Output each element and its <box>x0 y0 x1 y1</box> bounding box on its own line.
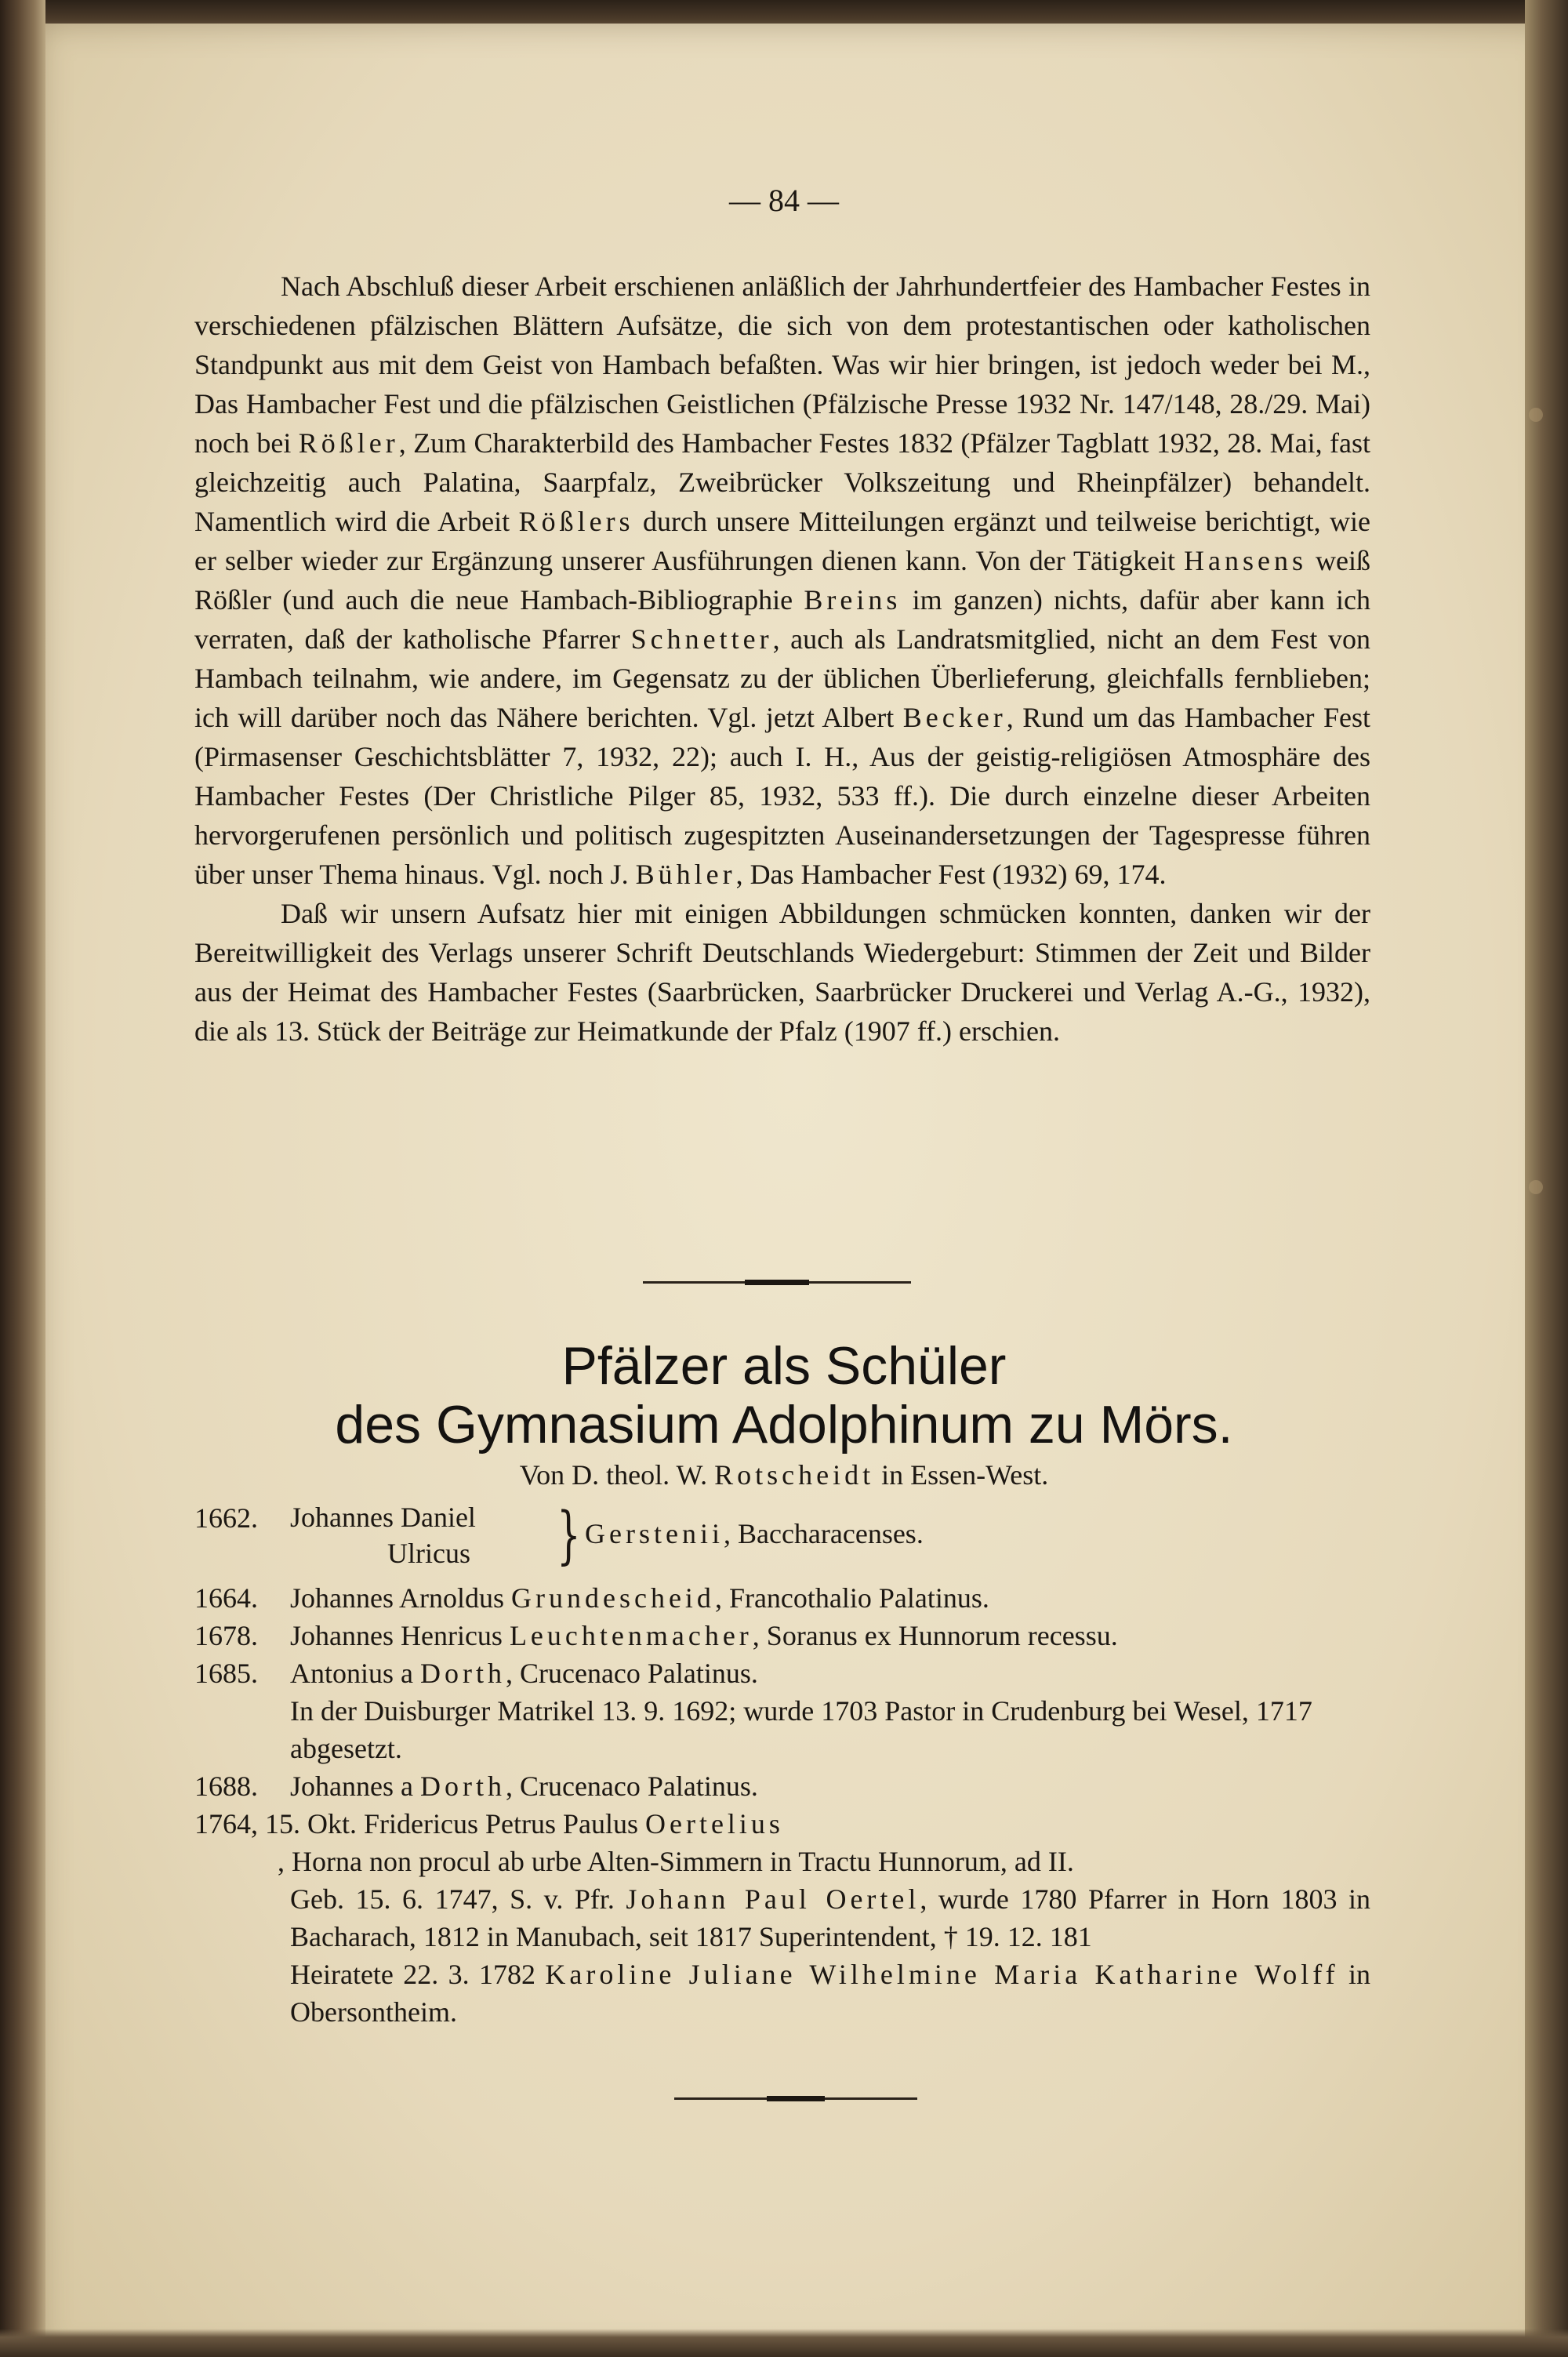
student-surname: Leuchtenmacher <box>509 1620 753 1651</box>
text-run: Von D. theol. W. <box>519 1459 715 1491</box>
text-run: Antonius a <box>290 1658 420 1689</box>
entry-year: 1678. <box>194 1620 258 1651</box>
entry-year: 1685. <box>194 1658 258 1689</box>
text-run: durch unsere Mitteilungen ergänzt und teilweise berichtigt, wie er selber wieder zur Ergänzung unserer Ausführungen dienen kann. Von der Tätigkeit <box>194 506 1370 576</box>
article-title-line-2: des Gymnasium Adolphinum zu Mörs. <box>335 1395 1233 1455</box>
text-run: , Crucenaco Palatinus. <box>505 1770 758 1802</box>
author-name: Rößler <box>298 427 399 459</box>
section-divider <box>643 1281 911 1284</box>
intro-paragraph-1 <box>194 267 1370 894</box>
text-run: Heiratete 22. 3. 1782 <box>290 1959 546 1990</box>
person-name: Johann Paul Oertel <box>626 1883 920 1915</box>
text-run: , wurde 1780 Pfarrer in Horn 1803 in Bacharach, 1812 in Manubach, seit 1817 Superintendent, † 19. 12. 181 <box>290 1883 1370 1952</box>
author-name: Breins <box>804 584 902 616</box>
author-name: Rotscheidt <box>714 1459 875 1491</box>
entry-year: 1764, <box>194 1808 258 1839</box>
student-list <box>194 1499 1370 2031</box>
list-item <box>194 1654 1370 1692</box>
author-name: Bühler <box>635 859 736 890</box>
book-right-edge <box>1525 0 1568 2357</box>
page-number: — 84 — <box>729 183 839 218</box>
list-item <box>194 1499 1370 1574</box>
text-run: im ganzen) nichts, dafür aber kann ich verraten, daß der katholische Pfarrer <box>194 584 1370 655</box>
entry-name: Ulricus <box>387 1538 470 1569</box>
entry-note: In der Duisburger Matrikel 13. 9. 1692; wurde 1703 Pastor in Crudenburg bei Wesel, 1717 abgesetzt. <box>290 1695 1312 1764</box>
entry-year: 1688. <box>194 1770 258 1802</box>
text-run: , Rund um das Hambacher Fest (Pirmasenser Geschichtsblätter 7, 1932, 22); auch I. H., Aus der geistig-religiösen Atmosphäre des Hambacher Festes (Der Christliche Pilger 85, 1932, 533 ff.). Die durch einzelne dieser Arbeiten hervorgerufenen persönlich und politisch zugespitzten Auseinandersetzungen der Tagespresse führen über unser Thema hinaus. Vgl. noch J. <box>194 702 1371 890</box>
author-name: Schnetter <box>630 623 773 655</box>
text-run: in Essen-West. <box>874 1459 1049 1491</box>
entry-year: 1662. <box>194 1502 258 1534</box>
text-run: , Zum Charakterbild des Hambacher Festes 1832 (Pfälzer Tagblatt 1932, 28. Mai, fast gleichzeitig auch Palatina, Saarpfalz, Zweibrücker Volkszeitung und Rheinpfälzer) behandelt. Namentlich wird die Arbeit <box>194 427 1370 537</box>
article-title-line-1: Pfälzer als Schüler <box>561 1336 1007 1396</box>
text-run: , Das Hambacher Fest (1932) 69, 174. <box>735 859 1167 890</box>
text-run: , auch als Landratsmitglied, nicht an dem Fest von Hambach teilnahm, wie andere, im Gegensatz zu der üblichen Überlieferung, gleichfalls fernblieben; ich will darüber noch das Nähere berichten. Vgl. jetzt Albert <box>194 623 1370 733</box>
person-name: Karoline Juliane Wilhelmine Maria Katharine Wolff <box>545 1959 1339 1990</box>
list-item <box>194 1767 1370 1805</box>
text-run: Nach Abschluß dieser Arbeit erschienen anläßlich der Jahrhundertfeier des Hambacher Festes in verschiedenen pfälzischen Blättern Aufsätze, die sich von dem protestantischen oder katholischen Standpunkt aus mit dem Geist von Hambach befaßten. Was wir hier bringen, ist jedoch weder bei M., Das Hambacher Fest und die pfälzischen Geistlichen (Pfälzische Presse 1932 Nr. 147/148, 28./29. Mai) noch bei <box>194 271 1370 459</box>
text-run: Johannes Henricus <box>290 1620 510 1651</box>
book-binding-left <box>0 0 45 2357</box>
list-item <box>194 1579 1370 1617</box>
entry-note <box>194 1956 1370 2031</box>
text-run: , Baccharacenses. <box>723 1518 924 1549</box>
text-run: Geb. 15. 6. 1747, S. v. Pfr. <box>290 1883 626 1915</box>
student-surname: Dorth <box>419 1770 506 1802</box>
text-run: Johannes a <box>290 1770 420 1802</box>
list-item <box>194 1805 1370 1843</box>
list-item <box>194 1617 1370 1654</box>
article-byline <box>0 1458 1568 1491</box>
author-name: Hansens <box>1184 545 1307 576</box>
entry-year: 1664. <box>194 1582 258 1614</box>
student-surname: Grundescheid <box>511 1582 715 1614</box>
author-name: Becker <box>902 702 1007 733</box>
paper-stain <box>1529 408 1543 422</box>
text-run: , Francothalio Palatinus. <box>714 1582 989 1614</box>
text-run: weiß Rößler (und auch die neue Hambach-Bibliographie <box>194 545 1370 616</box>
curly-brace: } <box>557 1498 581 1571</box>
text-run: in Obersontheim. <box>290 1959 1370 2028</box>
intro-paragraph-2: Daß wir unsern Aufsatz hier mit einigen Abbildungen schmücken konnten, danken wir der Bereitwilligkeit des Verlags unserer Schrift Deutschlands Wiedergeburt: Stimmen der Zeit und Bilder aus der Heimat des Hambacher Festes (Saarbrücken, Saarbrücker Druckerei und Verlag A.-G., 1932), die als 13. Stück der Beiträge zur Heimatkunde der Pfalz (1907 ff.) erschien. <box>194 898 1370 1047</box>
intro-text <box>194 267 1370 1051</box>
entry-text <box>585 1515 924 1553</box>
entry-name: Johannes Daniel <box>290 1502 476 1533</box>
text-run: , Soranus ex Hunnorum recessu. <box>752 1620 1118 1651</box>
text-run: Johannes Arnoldus <box>290 1582 511 1614</box>
brace-names <box>290 1499 476 1571</box>
text-run: 15. Okt. Fridericus Petrus Paulus <box>258 1808 645 1839</box>
book-bottom-edge <box>0 2329 1568 2357</box>
closing-divider <box>674 2097 917 2100</box>
author-name: Rößlers <box>518 506 634 537</box>
entry-note <box>194 1880 1370 1956</box>
student-surname: Dorth <box>420 1658 506 1689</box>
student-surname: Gerstenii <box>585 1518 724 1549</box>
paper-stain <box>1529 1180 1543 1194</box>
text-run: , Crucenaco Palatinus. <box>506 1658 758 1689</box>
entry-continuation: , Horna non procul ab urbe Alten-Simmern in Tractu Hunnorum, ad II. <box>278 1846 1074 1877</box>
student-surname: Oertelius <box>644 1808 784 1839</box>
